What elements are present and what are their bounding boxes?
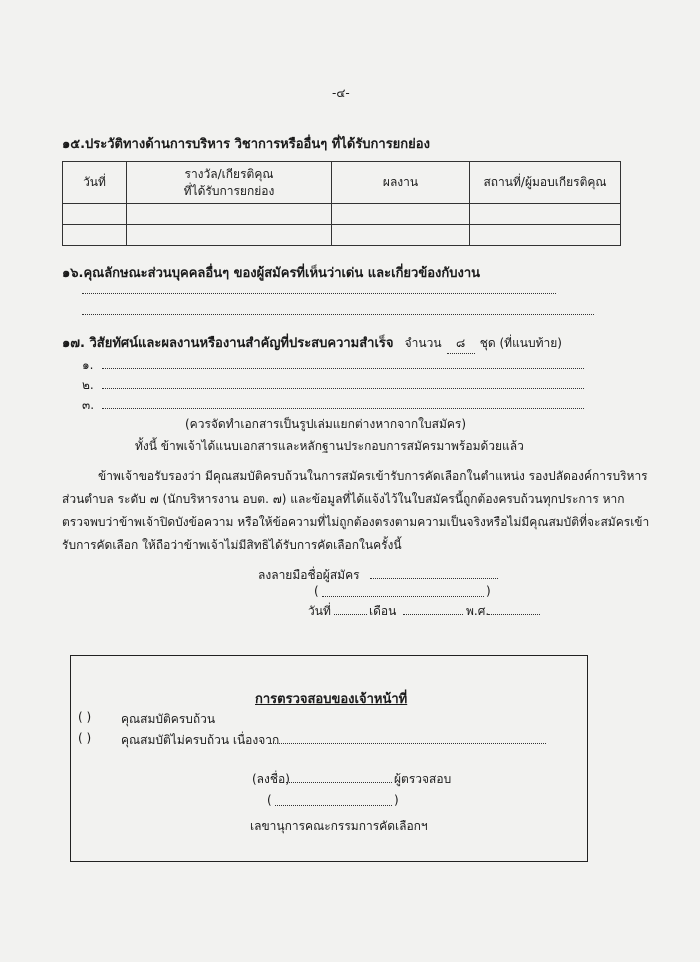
officer-name-open-paren: (	[267, 793, 272, 807]
table-cell[interactable]	[470, 225, 621, 246]
section17-count-value[interactable]: ๘	[447, 334, 475, 354]
section17-item-3-label: ๓.	[82, 398, 95, 412]
check2-reason-line[interactable]	[268, 743, 546, 744]
page-number: -๔-	[332, 86, 350, 100]
table-cell[interactable]	[332, 204, 470, 225]
check1-paren[interactable]: ( )	[78, 710, 92, 724]
check2-paren[interactable]: ( )	[78, 731, 92, 745]
month-line[interactable]	[403, 614, 463, 615]
col-award-line1: รางวัล/เกียรติคุณ	[184, 166, 274, 181]
section17-count-prefix: จำนวน	[404, 336, 442, 350]
officer-box-title: การตรวจสอบของเจ้าหน้าที่	[255, 692, 408, 707]
section17-count-suffix: ชุด (ที่แนบท้าย)	[479, 336, 562, 350]
section17-item-1-label: ๑.	[82, 358, 94, 372]
month-label: เดือน	[369, 604, 397, 618]
applicant-name-line[interactable]	[322, 596, 484, 597]
year-line[interactable]	[488, 614, 540, 615]
section16-heading: ๑๖.คุณลักษณะส่วนบุคคลอื่นๆ ของผู้สมัครที่เห็นว่าเด่น และเกี่ยวข้องกับงาน	[62, 266, 481, 281]
applicant-name-close-paren: )	[486, 584, 491, 598]
col-work: ผลงาน	[332, 162, 470, 204]
certification-line-3: ตรวจพบว่าข้าพเจ้าปิดบังข้อความ หรือให้ข้อความที่ไม่ถูกต้องตรงตามความเป็นจริงหรือไม่มีคุณสมบัติที่จะสมัครเข้า	[62, 515, 650, 529]
date-label: วันที่	[308, 604, 331, 618]
section15-heading: ๑๕.ประวัติทางด้านการบริหาร วิชาการหรืออื่นๆ ที่ได้รับการยกย่อง	[62, 137, 430, 152]
certification-line-2: ส่วนตำบล ระดับ ๗ (นักบริหารงาน อบต. ๗) และข้อมูลที่ได้แจ้งไว้ในใบสมัครนี้ถูกต้องครบถ้วนทุกประการ หาก	[62, 492, 625, 506]
date-line[interactable]	[334, 614, 367, 615]
applicant-sign-line[interactable]	[370, 578, 498, 579]
applicant-name-open-paren: (	[314, 584, 319, 598]
officer-name-close-paren: )	[394, 793, 399, 807]
officer-sign-suffix: ผู้ตรวจสอบ	[394, 772, 452, 786]
table-row	[63, 225, 621, 246]
section17-item-1-line[interactable]	[102, 368, 584, 369]
officer-name-line[interactable]	[275, 805, 392, 806]
table-cell[interactable]	[63, 204, 127, 225]
section16-line-2[interactable]	[82, 314, 594, 315]
table-cell[interactable]	[127, 225, 332, 246]
section17-heading-row	[62, 332, 562, 354]
section17-item-2-label: ๒.	[82, 378, 94, 392]
col-award-line2: ที่ได้รับการยกย่อง	[183, 183, 275, 198]
officer-sign-prefix: (ลงชื่อ)	[252, 772, 290, 786]
attach-statement: ทั้งนี้ ข้าพเจ้าได้แนบเอกสารและหลักฐานประกอบการสมัครมาพร้อมด้วยแล้ว	[135, 439, 524, 453]
certification-line-1: ข้าพเจ้าขอรับรองว่า มีคุณสมบัติครบถ้วนในการสมัครเข้ารับการคัดเลือกในตำแหน่ง รองปลัดองค์การบริหาร	[98, 469, 648, 483]
table-row	[63, 204, 621, 225]
section17-heading: ๑๗. วิสัยทัศน์และผลงานหรืองานสำคัญที่ประสบความสำเร็จ	[62, 336, 394, 351]
section17-item-3-line[interactable]	[102, 408, 584, 409]
col-presenter: สถานที่/ผู้มอบเกียรติคุณ	[470, 162, 621, 204]
table-header-row	[63, 162, 621, 204]
check1-label: คุณสมบัติครบถ้วน	[121, 712, 216, 726]
officer-position: เลขานุการคณะกรรมการคัดเลือกฯ	[250, 819, 428, 833]
section17-note: (ควรจัดทำเอกสารเป็นรูปเล่มแยกต่างหากจากใบสมัคร)	[185, 417, 467, 431]
applicant-sign-label: ลงลายมือชื่อผู้สมัคร	[258, 568, 360, 582]
table-cell[interactable]	[470, 204, 621, 225]
year-label: พ.ศ.	[466, 604, 490, 618]
certification-line-4: รับการคัดเลือก ให้ถือว่าข้าพเจ้าไม่มีสิทธิได้รับการคัดเลือกในครั้งนี้	[62, 538, 402, 552]
section16-line-1[interactable]	[82, 293, 556, 294]
col-award	[127, 162, 332, 204]
section17-item-2-line[interactable]	[102, 388, 584, 389]
table-cell[interactable]	[127, 204, 332, 225]
table-cell[interactable]	[332, 225, 470, 246]
check2-label: คุณสมบัติไม่ครบถ้วน เนื่องจาก	[121, 733, 280, 747]
awards-table	[62, 161, 621, 246]
col-date: วันที่	[63, 162, 127, 204]
table-cell[interactable]	[63, 225, 127, 246]
officer-sign-line[interactable]	[286, 782, 392, 783]
